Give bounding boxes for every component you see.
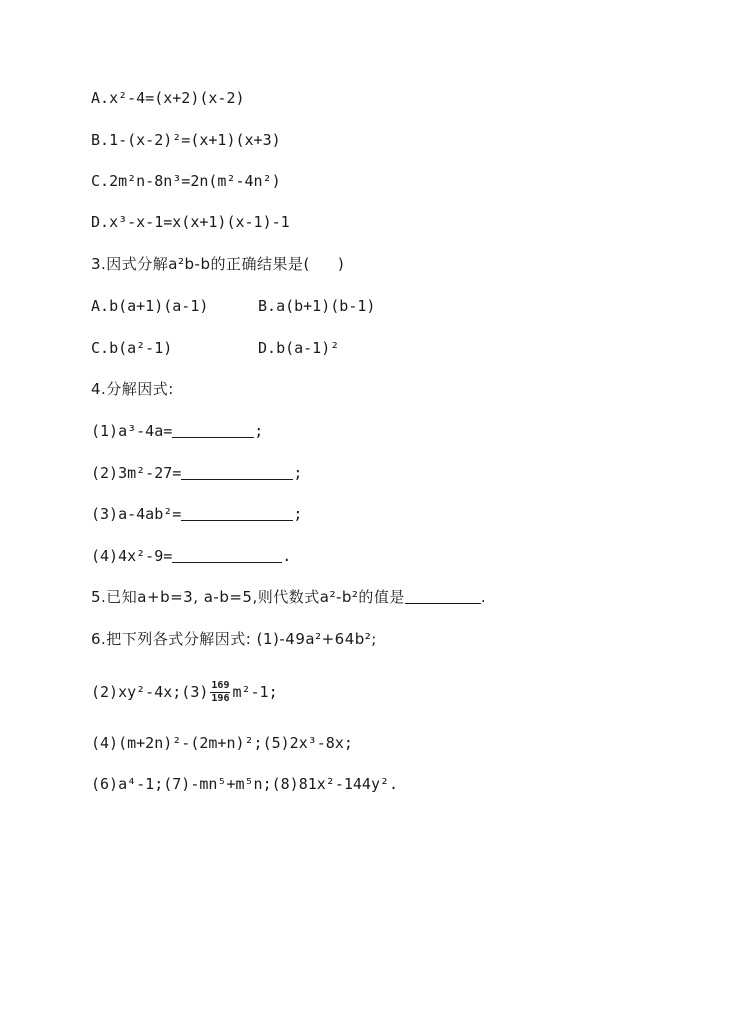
option-label: B. <box>258 297 277 315</box>
option-label: C. <box>91 339 110 357</box>
option-label: A. <box>91 89 110 107</box>
option-label: A. <box>91 297 110 315</box>
q2-option-c <box>91 171 281 191</box>
option-text: b(a²-1) <box>109 339 173 357</box>
option-text: x³-x-1=x(x+1)(x-1)-1 <box>109 213 290 231</box>
q3-option-d <box>258 338 339 358</box>
option-text: b(a-1)² <box>276 339 340 357</box>
expr-text: m²-1; <box>232 683 278 701</box>
item-end: ; <box>293 464 303 482</box>
q4-item-2 <box>91 463 302 483</box>
question-text: 5.已知a+b=3, a-b=5,则代数式a²-b²的值是 <box>91 588 405 606</box>
q6-line-3: (4)(m+2n)²-(2m+n)²;(5)2x³-8x; <box>91 734 353 752</box>
q4-item-1 <box>91 421 263 441</box>
answer-blank <box>181 465 293 480</box>
fraction-denominator: 196 <box>211 693 230 704</box>
option-label: C. <box>91 172 110 190</box>
option-text: 2m²n-8n³=2n(m²-4n²) <box>109 172 281 190</box>
q5 <box>91 587 486 607</box>
q6-title: 6.把下列各式分解因式: (1)-49a²+64b²; <box>91 630 377 648</box>
fraction <box>210 680 230 705</box>
q2-option-b <box>91 130 281 150</box>
item-text: (1)a³-4a= <box>91 422 173 440</box>
answer-blank <box>172 423 254 438</box>
q3-option-a <box>91 296 208 316</box>
q3-option-b <box>258 296 375 316</box>
expr-text: (2)xy²-4x;(3) <box>91 683 209 701</box>
q3-stem <box>91 254 344 274</box>
option-text: b(a+1)(a-1) <box>109 297 209 315</box>
answer-blank <box>181 506 293 521</box>
item-text: (3)a-4ab²= <box>91 505 182 523</box>
option-label: B. <box>91 131 110 149</box>
q6-line-4: (6)a⁴-1;(7)-mn⁵+m⁵n;(8)81x²-144y². <box>91 775 399 793</box>
answer-blank <box>405 589 481 604</box>
answer-blank <box>172 548 282 563</box>
item-end: ; <box>254 422 264 440</box>
question-text: 3.因式分解a²b-b的正确结果是( <box>91 255 310 273</box>
q4-item-3 <box>91 504 302 524</box>
q6-line-2 <box>91 680 278 705</box>
option-label: D. <box>258 339 277 357</box>
q4-title: 4.分解因式: <box>91 380 174 398</box>
q2-option-d <box>91 212 290 232</box>
option-label: D. <box>91 213 110 231</box>
option-text: 1-(x-2)²=(x+1)(x+3) <box>109 131 281 149</box>
item-text: (4)4x²-9= <box>91 547 173 565</box>
item-text: (2)3m²-27= <box>91 464 182 482</box>
item-end: . <box>282 547 292 565</box>
option-text: x²-4=(x+2)(x-2) <box>109 89 245 107</box>
q4-item-4 <box>91 546 291 566</box>
q3-option-c <box>91 338 172 358</box>
item-end: . <box>480 588 487 606</box>
paren-close: ) <box>337 255 345 273</box>
q2-option-a <box>91 88 245 108</box>
item-end: ; <box>293 505 303 523</box>
option-text: a(b+1)(b-1) <box>276 297 376 315</box>
fraction-numerator: 169 <box>211 680 230 691</box>
